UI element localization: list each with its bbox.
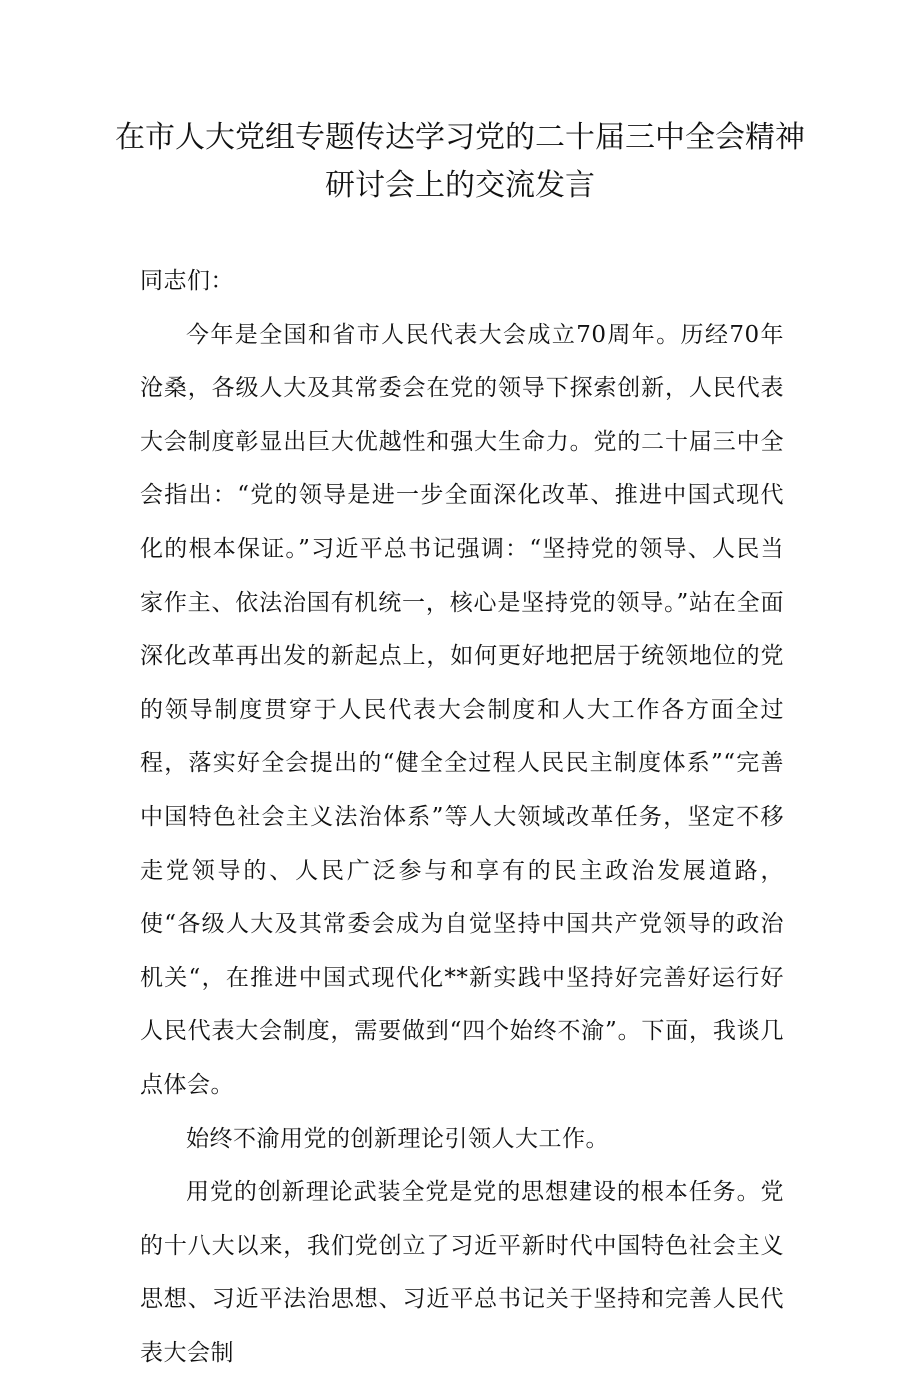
paragraph-1: 今年是全国和省市人民代表大会成立70周年。历经70年沧桑，各级人大及其常委会在党的领导下探索创新，人民代表大会制度彰显出巨大优越性和强大生命力。党的二十届三中全会指出：“党的领导是进一步全面深化改革、推进中国式现代化的根本保证。”习近平总书记强调：“坚持党的领导、人民当家作主、依法治国有机统一，核心是坚持党的领导。”站在全面深化改革再出发的新起点上，如何更好地把居于统领地位的党的领导制度贯穿于人民代表大会制度和人大工作各方面全过程，落实好全会提出的“健全全过程人民民主制度体系”“完善中国特色社会主义法治体系”等人大领域改革任务，坚定不移走党领导的、人民广泛参与和享有的民主政治发展道路，使“各级人大及其常委会成为自觉坚持中国共产党领导的政治机关“，在推进中国式现代化**新实践中坚持好完善好运行好人民代表大会制度，需要做到“四个始终不渝”。下面，我谈几点体会。 — [140, 321, 784, 1098]
document-title-line-1: 在市人大党组专题传达学习党的二十届三中全会精神 — [115, 120, 805, 155]
document-title-line-2: 研讨会上的交流发言 — [325, 168, 595, 203]
document-body — [140, 255, 784, 1380]
section-heading-1: 始终不渝用党的创新理论引领人大工作。 — [186, 1125, 609, 1152]
salutation: 同志们： — [140, 268, 234, 294]
paragraph-2: 用党的创新理论武装全党是党的思想建设的根本任务。党的十八大以来，我们党创立了习近平新时代中国特色社会主义思想、习近平法治思想、习近平总书记关于坚持和完善人民代表大会制 — [140, 1179, 784, 1366]
